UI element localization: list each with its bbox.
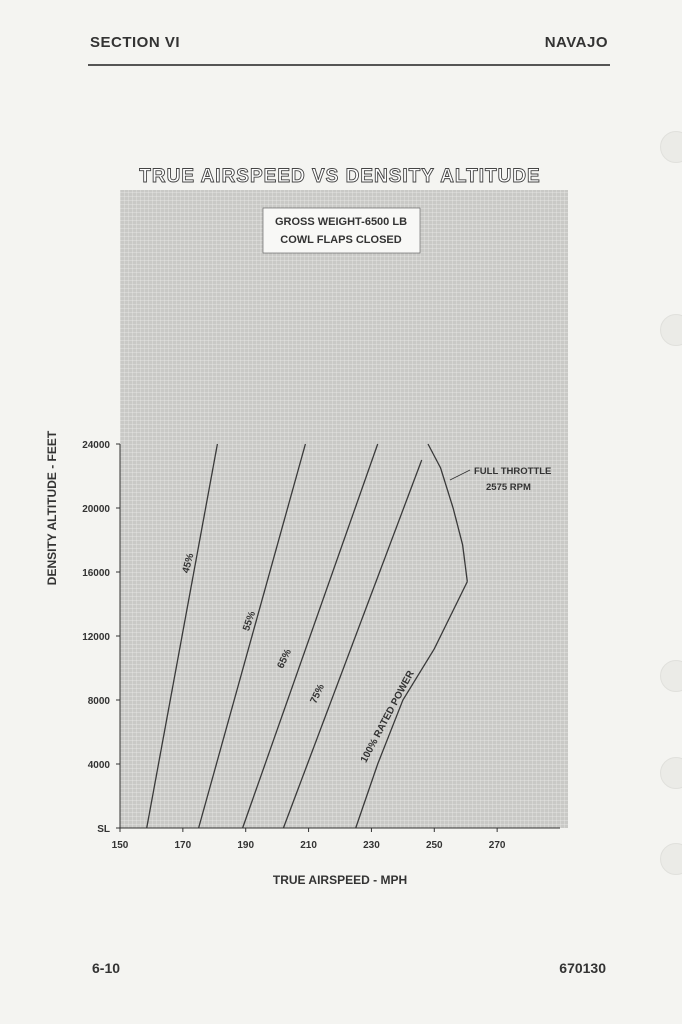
chart-title: TRUE AIRSPEED VS DENSITY ALTITUDE: [139, 166, 541, 187]
x-tick-label: 210: [300, 840, 317, 851]
x-tick-label: 170: [174, 840, 192, 851]
y-tick-label: 24000: [82, 440, 110, 451]
y-tick-label: 4000: [87, 760, 110, 771]
series-label-100: 100% RATED POWER: [358, 668, 417, 765]
section-heading: SECTION VI: [90, 34, 181, 51]
series-label-55: 55%: [241, 609, 259, 633]
chart-legend-box: [263, 208, 420, 253]
series-label-75: 75%: [308, 682, 327, 706]
aircraft-model-heading: NAVAJO: [544, 34, 608, 51]
y-axis-title: DENSITY ALTITUDE - FEET: [45, 430, 59, 586]
x-tick-label: 190: [237, 840, 255, 851]
legend-line-cowl: COWL FLAPS CLOSED: [280, 234, 402, 246]
page-number: 6-10: [92, 960, 121, 976]
y-axis-ticks: [82, 440, 120, 835]
x-axis-title: TRUE AIRSPEED - MPH: [272, 873, 408, 887]
document-number: 670130: [559, 960, 606, 976]
full-throttle-label-line1: FULL THROTTLE: [474, 466, 552, 477]
y-tick-label: SL: [97, 824, 110, 835]
full-throttle-label-line2: 2575 RPM: [486, 482, 531, 493]
x-tick-label: 270: [488, 840, 506, 851]
series-label-65: 65%: [275, 647, 294, 671]
y-tick-label: 8000: [87, 696, 110, 707]
x-tick-label: 230: [363, 840, 380, 851]
legend-line-weight: GROSS WEIGHT-6500 LB: [274, 216, 408, 228]
x-axis-ticks: [112, 828, 506, 851]
y-tick-label: 16000: [82, 568, 110, 579]
series-label-45: 45%: [180, 552, 197, 575]
y-tick-label: 20000: [82, 504, 110, 515]
x-tick-label: 150: [111, 840, 129, 851]
x-tick-label: 250: [425, 840, 443, 851]
y-tick-label: 12000: [82, 632, 110, 643]
